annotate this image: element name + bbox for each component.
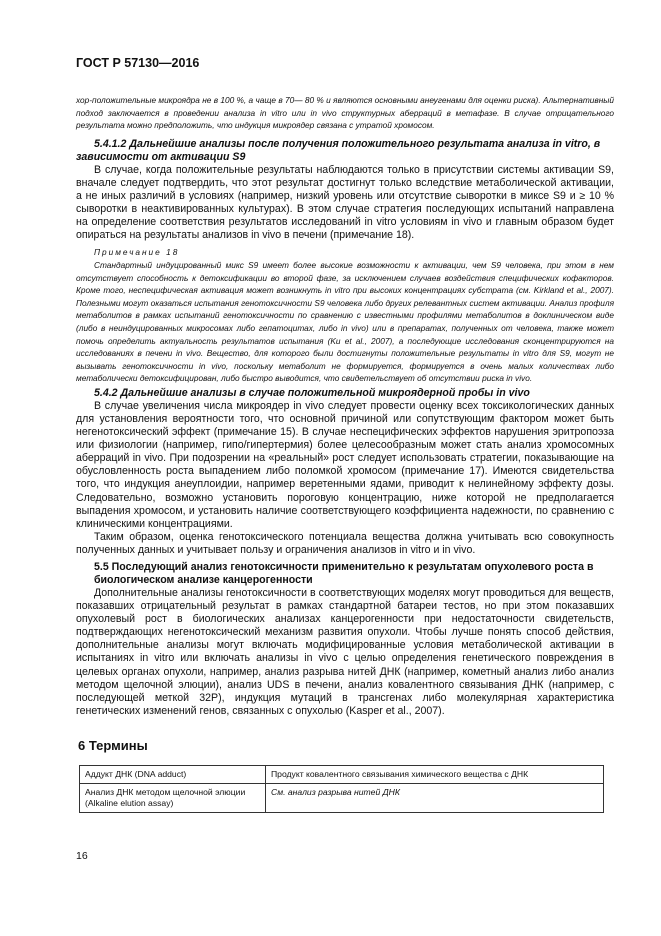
paragraph-s9-activation: В случае, когда положительные результаты наблюдаются только в присутствии системы активации S9, вначале следует подтвердить, что этот результат достигнут только вследствие метаболической активации, а не иных различий в условиях (например, низкий уровень или отсутствие сыворотки в миксе S9 и ≥ 10 % сыворотки в неактивированных культурах). В этом случае стратегия последующих испытаний направлена на определение соответствия результатов исследований in vitro условиям in vivo и главным образом будет опираться на результаты анализов in vivo в печени (примечание 18). (76, 163, 614, 242)
paragraph-continuation: хор-положительные микроядра не в 100 %, а чаще в 70— 80 % и являются основными анеугенами для оценки риска). Альтернативный подход заключается в проведении анализа in vitro или in vivo структурных аберраций в метафазе. В случае отрицательного результата можно предположить, что индукция микроядер связана с утратой хромосом. (76, 95, 614, 131)
table-row (80, 765, 604, 783)
definition-cell: См. анализ разрыва нитей ДНК (266, 783, 604, 812)
paragraph-additional-tests: Дополнительные анализы генотоксичности в соответствующих моделях могут проводиться для веществ, показавших отрицательный результат в рамках стандартной батареи тестов, но при этом показавших опухолевый рост в биологических анализах канцерогенности при недостаточности свидетельств, подтверждающих негенотоксический механизм развития опухоли. Чтобы лучше понять способ действия, дополнительные анализы могут включать модифицированные условия метаболической активации в испытаниях in vitro или включать анализы in vivo с целью определения генетического повреждения в целевых органах опухоли, например, анализ разрыва нитей ДНК (например, кометный анализ либо анализ методом щелочной элюции), анализ UDS в печени, анализ ковалентного связывания ДНК (например, с последующей меткой 32P), индукция мутаций в трансгенах либо молекулярная характеристика генетических изменений генов, связанных с опухолью (Kasper et al., 2007). (76, 587, 614, 717)
document-body (76, 94, 614, 813)
heading-5-4-2: 5.4.2 Дальнейшие анализы в случае положительной микроядерной пробы in vivo (94, 386, 530, 399)
heading-5-4-1-2: 5.4.1.2 Дальнейшие анализы после получения положительного результата анализа in vitro, в зависимости от активации S9 (76, 137, 601, 163)
note-18-text: Стандартный индуцированный микс S9 имеет более высокие возможности к активации, чем S9 человека, при этом в нем отсутствует способность к детоксификации во второй фазе, за исключением случаев воздействия специфических кофакторов. Кроме того, неспецифическая активация может возникнуть in vitro при высоких концентрациях субстрата (см. Kirkland et al., 2007). Полезными могут оказаться испытания генотоксичности S9 человека либо других релевантных систем активации. Анализ профиля метаболитов в рамках испытаний генотоксичности по сравнению с известными профилями метаболитов в доклиническом виде (либо в неиндуцированных микросомах либо гепатоцитах, либо in vivo) или в препаратах, полученных от человека, также может помочь определить актуальность результатов испытания (Ku et al., 2007), а последующие исследования сконцентрируются на исследованиях в печени in vivo. Вещество, для которого были достигнуты положительные результаты in vitro для S9, могут не вызывать генотоксичности in vivo, поскольку метаболит не формируется, формируется в очень малых количествах либо метаболически детоксифицирован, либо быстро выводится, что свидетельствует об отсутствии риска in vivo. (76, 259, 614, 384)
paragraph-micronucleus: В случае увеличения числа микроядер in vivo следует провести оценку всех токсикологических данных для установления вероятности того, что основной причиной или сопутствующим фактором может быть негенотоксический эффект (примечание 15). В случае неспецифических эффектов нарушения эритропоэза или физиологии (например, гипо/гипертермия) более целесообразным может стать анализ хромосомных аберраций in vivo. При подозрении на «реальный» рост следует использовать стратегии, показывающие на обусловленность роста выпадением либо поломкой хромосом (примечание 17). Имеются свидетельства того, что индукция анеуплоидии, например веретенными ядами, приводит к нелинейному эффекту дозы. Следовательно, возможно установить пороговую концентрацию, ниже которой не предполагается выпадения хромосом, и установить наличие соответствующего коэффициента надежности, по сравнению с клиническими концентрациями. (76, 399, 614, 530)
note-label: Примечание 18 (94, 247, 180, 258)
term-cell: Анализ ДНК методом щелочной элюции (Alkaline elution assay) (80, 783, 266, 812)
document-header: ГОСТ Р 57130—2016 (76, 56, 200, 70)
page-number: 16 (76, 850, 88, 862)
paragraph-assessment: Таким образом, оценка генотоксического потенциала вещества должна учитывать всю совокупность полученных данных и учитывает пользу и ограничения анализов in vitro и in vivo. (76, 530, 614, 556)
term-cell: Аддукт ДНК (DNA adduct) (80, 765, 266, 783)
heading-5-5: 5.5 Последующий анализ генотоксичности применительно к результатам опухолевого роста в биологическом анализе канцерогенности (94, 561, 594, 586)
section-6-title: 6 Термины (78, 737, 148, 753)
terms-table (79, 765, 604, 813)
table-row (80, 783, 604, 812)
definition-cell: Продукт ковалентного связывания химического вещества с ДНК (266, 765, 604, 783)
